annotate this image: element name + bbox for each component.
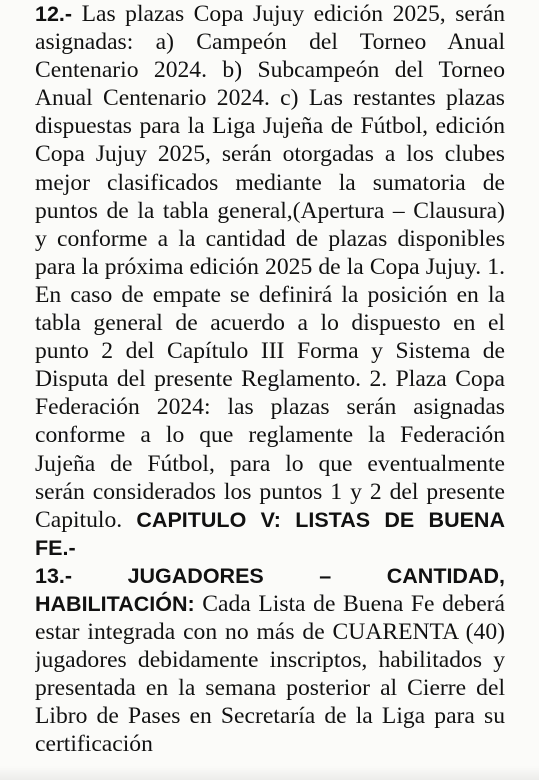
document-page: [35, 0, 505, 780]
article-13-heading-line: [35, 562, 505, 590]
article-12-number: 12.-: [35, 2, 73, 26]
article-13-body: Cada Lista de Buena Fe deberá estar integrada con no más de CUARENTA (40) jugadores debidamente inscriptos, habilitados y presentada en la semana posterior al Cierre del Libro de Pases en Secretaría de la Liga para su certificación: [35, 590, 505, 758]
article-13-title-quantity: CANTIDAD,: [386, 563, 505, 588]
document-text: [35, 0, 505, 759]
article-13-number: 13.-: [35, 563, 73, 588]
article-13-title-habilitation: HABILITACIÓN:: [35, 591, 195, 616]
article-12-body: Las plazas Copa Jujuy edición 2025, serán asignadas: a) Campeón del Torneo Anual Centenario 2024. b) Subcampeón del Torneo Anual Centenario 2024. c) Las restantes plazas dispuestas para la Liga Jujeña de Fútbol, edición Copa Jujuy 2025, serán otorgadas a los clubes mejor clasificados mediante la sumatoria de puntos de la tabla general,(Apertura – Clausura) y conforme a la cantidad de plazas disponibles para la próxima edición 2025 de la Copa Jujuy. 1. En caso de empate se definirá la posición en la tabla general de acuerdo a lo dispuesto en el punto 2 del Capítulo III Forma y Sistema de Disputa del presente Reglamento. 2. Plaza Copa Federación 2024: las plazas serán asignadas conforme a lo que reglamente la Federación Jujeña de Fútbol, para lo que eventualmente serán considerados los puntos 1 y 2 del presente Capitulo.: [35, 1, 505, 533]
article-13-title-dash: –: [319, 563, 332, 588]
article-13-title-players: JUGADORES: [127, 563, 264, 588]
chapter-5-heading: CAPITULO V: LISTAS DE BUENA FE.-: [35, 507, 505, 560]
